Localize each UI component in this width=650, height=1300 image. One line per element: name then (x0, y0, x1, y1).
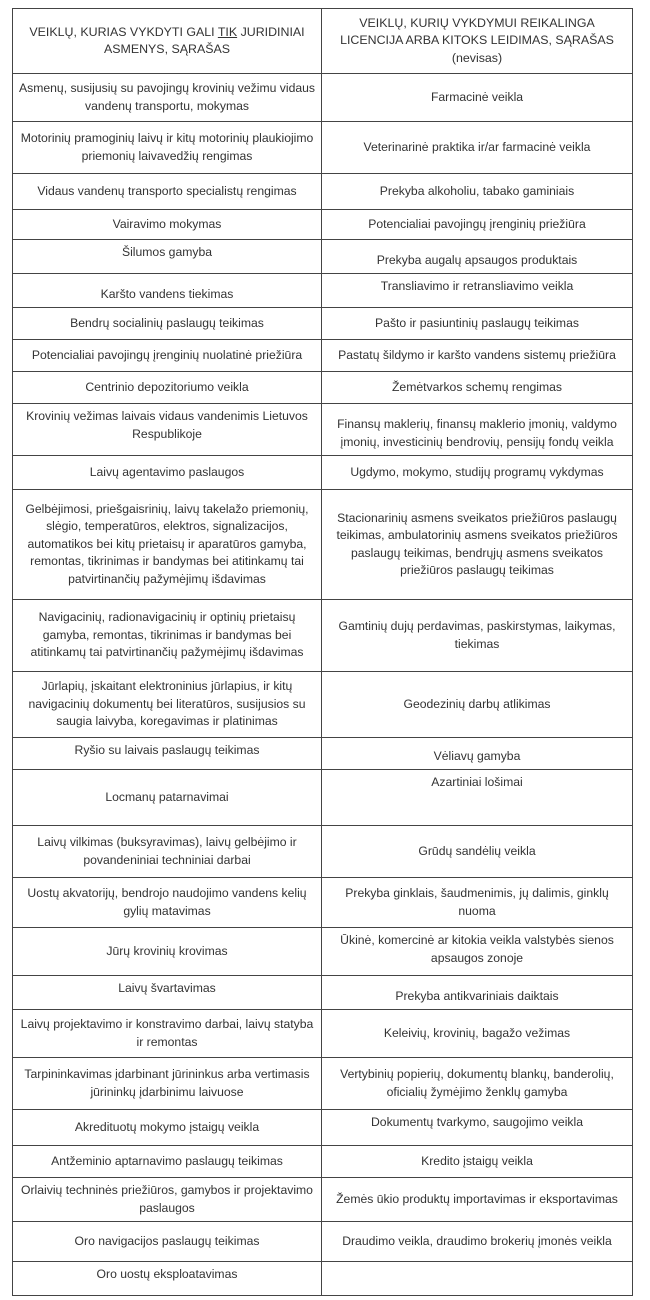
table-cell-left: Motorinių pramoginių laivų ir kitų motorinių plaukiojimo priemonių laivavedžių rengimas (13, 122, 322, 174)
table-cell-right: Farmacinė veikla (322, 74, 633, 122)
table-cell-left: Šilumos gamyba (13, 240, 322, 274)
table-row (13, 340, 633, 372)
table-cell-right: Geodezinių darbų atlikimas (322, 672, 633, 738)
table-cell-left: Ryšio su laivais paslaugų teikimas (13, 738, 322, 770)
table-row (13, 122, 633, 174)
table-row (13, 1262, 633, 1296)
table-cell-left: Potencialiai pavojingų įrenginių nuolatinė priežiūra (13, 340, 322, 372)
table-row (13, 210, 633, 240)
table-cell-right: Žemės ūkio produktų importavimas ir eksportavimas (322, 1178, 633, 1222)
table-cell-left: Asmenų, susijusių su pavojingų krovinių vežimu vidaus vandenų transportu, mokymas (13, 74, 322, 122)
header-left-text-2: JURIDINIAI ASMENYS, SĄRAŠAS (103, 24, 305, 56)
table-cell-right: Pastatų šildymo ir karšto vandens sistemų priežiūra (322, 340, 633, 372)
table-row (13, 1222, 633, 1262)
table-row (13, 672, 633, 738)
table-cell-right: Prekyba augalų apsaugos produktais (322, 240, 633, 274)
table-cell-right: Vertybinių popierių, dokumentų blankų, banderolių, oficialių žymėjimo ženklų gamyba (322, 1058, 633, 1110)
table-row (13, 274, 633, 308)
table-row (13, 308, 633, 340)
table-cell-right: Ugdymo, mokymo, studijų programų vykdymas (322, 456, 633, 490)
table-cell-right: Prekyba antikvariniais daiktais (322, 976, 633, 1010)
header-legal-entities-only (13, 9, 322, 74)
table-cell-right: Prekyba alkoholiu, tabako gaminiais (322, 174, 633, 210)
table-cell-right: Prekyba ginklais, šaudmenimis, jų dalimis, ginklų nuoma (322, 878, 633, 928)
table-cell-right: Veterinarinė praktika ir/ar farmacinė veikla (322, 122, 633, 174)
table-row (13, 738, 633, 770)
table-cell-left: Orlaivių techninės priežiūros, gamybos ir projektavimo paslaugos (13, 1178, 322, 1222)
table-row (13, 174, 633, 210)
table-row (13, 1058, 633, 1110)
table-cell-right: Pašto ir pasiuntinių paslaugų teikimas (322, 308, 633, 340)
table-cell-right: Transliavimo ir retransliavimo veikla (322, 274, 633, 308)
table-cell-right: Ūkinė, komercinė ar kitokia veikla valstybės sienos apsaugos zonoje (322, 928, 633, 976)
header-license-required (322, 9, 633, 74)
table-row (13, 404, 633, 456)
table-row (13, 770, 633, 826)
table-cell-right: Keleivių, krovinių, bagažo vežimas (322, 1010, 633, 1058)
header-right-text: VEIKLŲ, KURIŲ VYKDYMUI REIKALINGA LICENCIJA ARBA KITOKS LEIDIMAS, SĄRAŠAS (340, 15, 614, 48)
table-row (13, 976, 633, 1010)
table-row (13, 490, 633, 600)
table-cell-left: Laivų agentavimo paslaugos (13, 456, 322, 490)
table-cell-right: Stacionarinių asmens sveikatos priežiūros paslaugų teikimas, ambulatorinių asmens sveikatos priežiūros paslaugų teikimas, bendrųjų asmens sveikatos priežiūros paslaugų teikimas (322, 490, 633, 600)
table-cell-left: Antžeminio aptarnavimo paslaugų teikimas (13, 1146, 322, 1178)
table-cell-left: Akredituotų mokymo įstaigų veikla (13, 1110, 322, 1146)
table-cell-right: Finansų maklerių, finansų maklerio įmonių, valdymo įmonių, investicinių bendrovių, pensijų fondų veikla (322, 404, 633, 456)
table-cell-left: Krovinių vežimas laivais vidaus vandenimis Lietuvos Respublikoje (13, 404, 322, 456)
table-row (13, 826, 633, 878)
table-cell-right: Grūdų sandėlių veikla (322, 826, 633, 878)
table-cell-right: Potencialiai pavojingų įrenginių priežiūra (322, 210, 633, 240)
table-row (13, 878, 633, 928)
table-cell-left: Vairavimo mokymas (13, 210, 322, 240)
table-cell-right: Draudimo veikla, draudimo brokerių įmonės veikla (322, 1222, 633, 1262)
table-cell-left: Karšto vandens tiekimas (13, 274, 322, 308)
table-cell-left: Laivų švartavimas (13, 976, 322, 1010)
table-row (13, 1146, 633, 1178)
table-cell-right: Azartiniai lošimai (322, 770, 633, 826)
table-cell-right: Vėliavų gamyba (322, 738, 633, 770)
table-cell-left: Centrinio depozitoriumo veikla (13, 372, 322, 404)
table-cell-left: Vidaus vandenų transporto specialistų rengimas (13, 174, 322, 210)
table-cell-left: Bendrų socialinių paslaugų teikimas (13, 308, 322, 340)
table-row (13, 456, 633, 490)
table-cell-left: Uostų akvatorijų, bendrojo naudojimo vandens kelių gylių matavimas (13, 878, 322, 928)
table-cell-right: Žemėtvarkos schemų rengimas (322, 372, 633, 404)
table-cell-right (322, 1262, 633, 1296)
table-cell-right: Dokumentų tvarkymo, saugojimo veikla (322, 1110, 633, 1146)
header-left-emphasis: TIK (217, 24, 238, 39)
table-cell-left: Navigacinių, radionavigacinių ir optinių prietaisų gamyba, remontas, tikrinimas ir bandymas bei atitinkamų tai patvirtinančių pažymėjimų išdavimas (13, 600, 322, 672)
table-row (13, 928, 633, 976)
table-cell-left: Laivų projektavimo ir konstravimo darbai, laivų statyba ir remontas (13, 1010, 322, 1058)
table-cell-left: Laivų vilkimas (buksyravimas), laivų gelbėjimo ir povandeniniai techniniai darbai (13, 826, 322, 878)
table-cell-left: Oro uostų eksploatavimas (13, 1262, 322, 1296)
table-cell-left: Jūrlapių, įskaitant elektroninius jūrlapius, ir kitų navigacinių dokumentų bei literatūros, susijusios su saugia laivyba, koregavimas ir platinimas (13, 672, 322, 738)
table-cell-left: Locmanų patarnavimai (13, 770, 322, 826)
table-row (13, 1010, 633, 1058)
table-cell-right: Kredito įstaigų veikla (322, 1146, 633, 1178)
header-left-text-1: VEIKLŲ, KURIAS VYKDYTI GALI (29, 24, 218, 39)
activities-table (12, 8, 633, 1296)
table-cell-left: Oro navigacijos paslaugų teikimas (13, 1222, 322, 1262)
header-right-note: (nevisas) (451, 50, 503, 65)
table-cell-left: Jūrų krovinių krovimas (13, 928, 322, 976)
table-row (13, 372, 633, 404)
table-row (13, 1110, 633, 1146)
table-cell-right: Gamtinių dujų perdavimas, paskirstymas, laikymas, tiekimas (322, 600, 633, 672)
table-cell-left: Tarpininkavimas įdarbinant jūrininkus arba vertimasis jūrininkų įdarbinimu laivuose (13, 1058, 322, 1110)
header-row (13, 9, 633, 74)
table-row (13, 240, 633, 274)
table-cell-left: Gelbėjimosi, priešgaisrinių, laivų takelažo priemonių, slėgio, temperatūros, elektros, signalizacijos, automatikos bei kitų prietaisų ir aparatūros gamyba, remontas, tikrinimas ir bandymas bei atitinkamų tai patvirtinančių pažymėjimų išdavimas (13, 490, 322, 600)
table-row (13, 600, 633, 672)
table-body (13, 74, 633, 1296)
table-row (13, 1178, 633, 1222)
table-row (13, 74, 633, 122)
table-header (13, 9, 633, 74)
